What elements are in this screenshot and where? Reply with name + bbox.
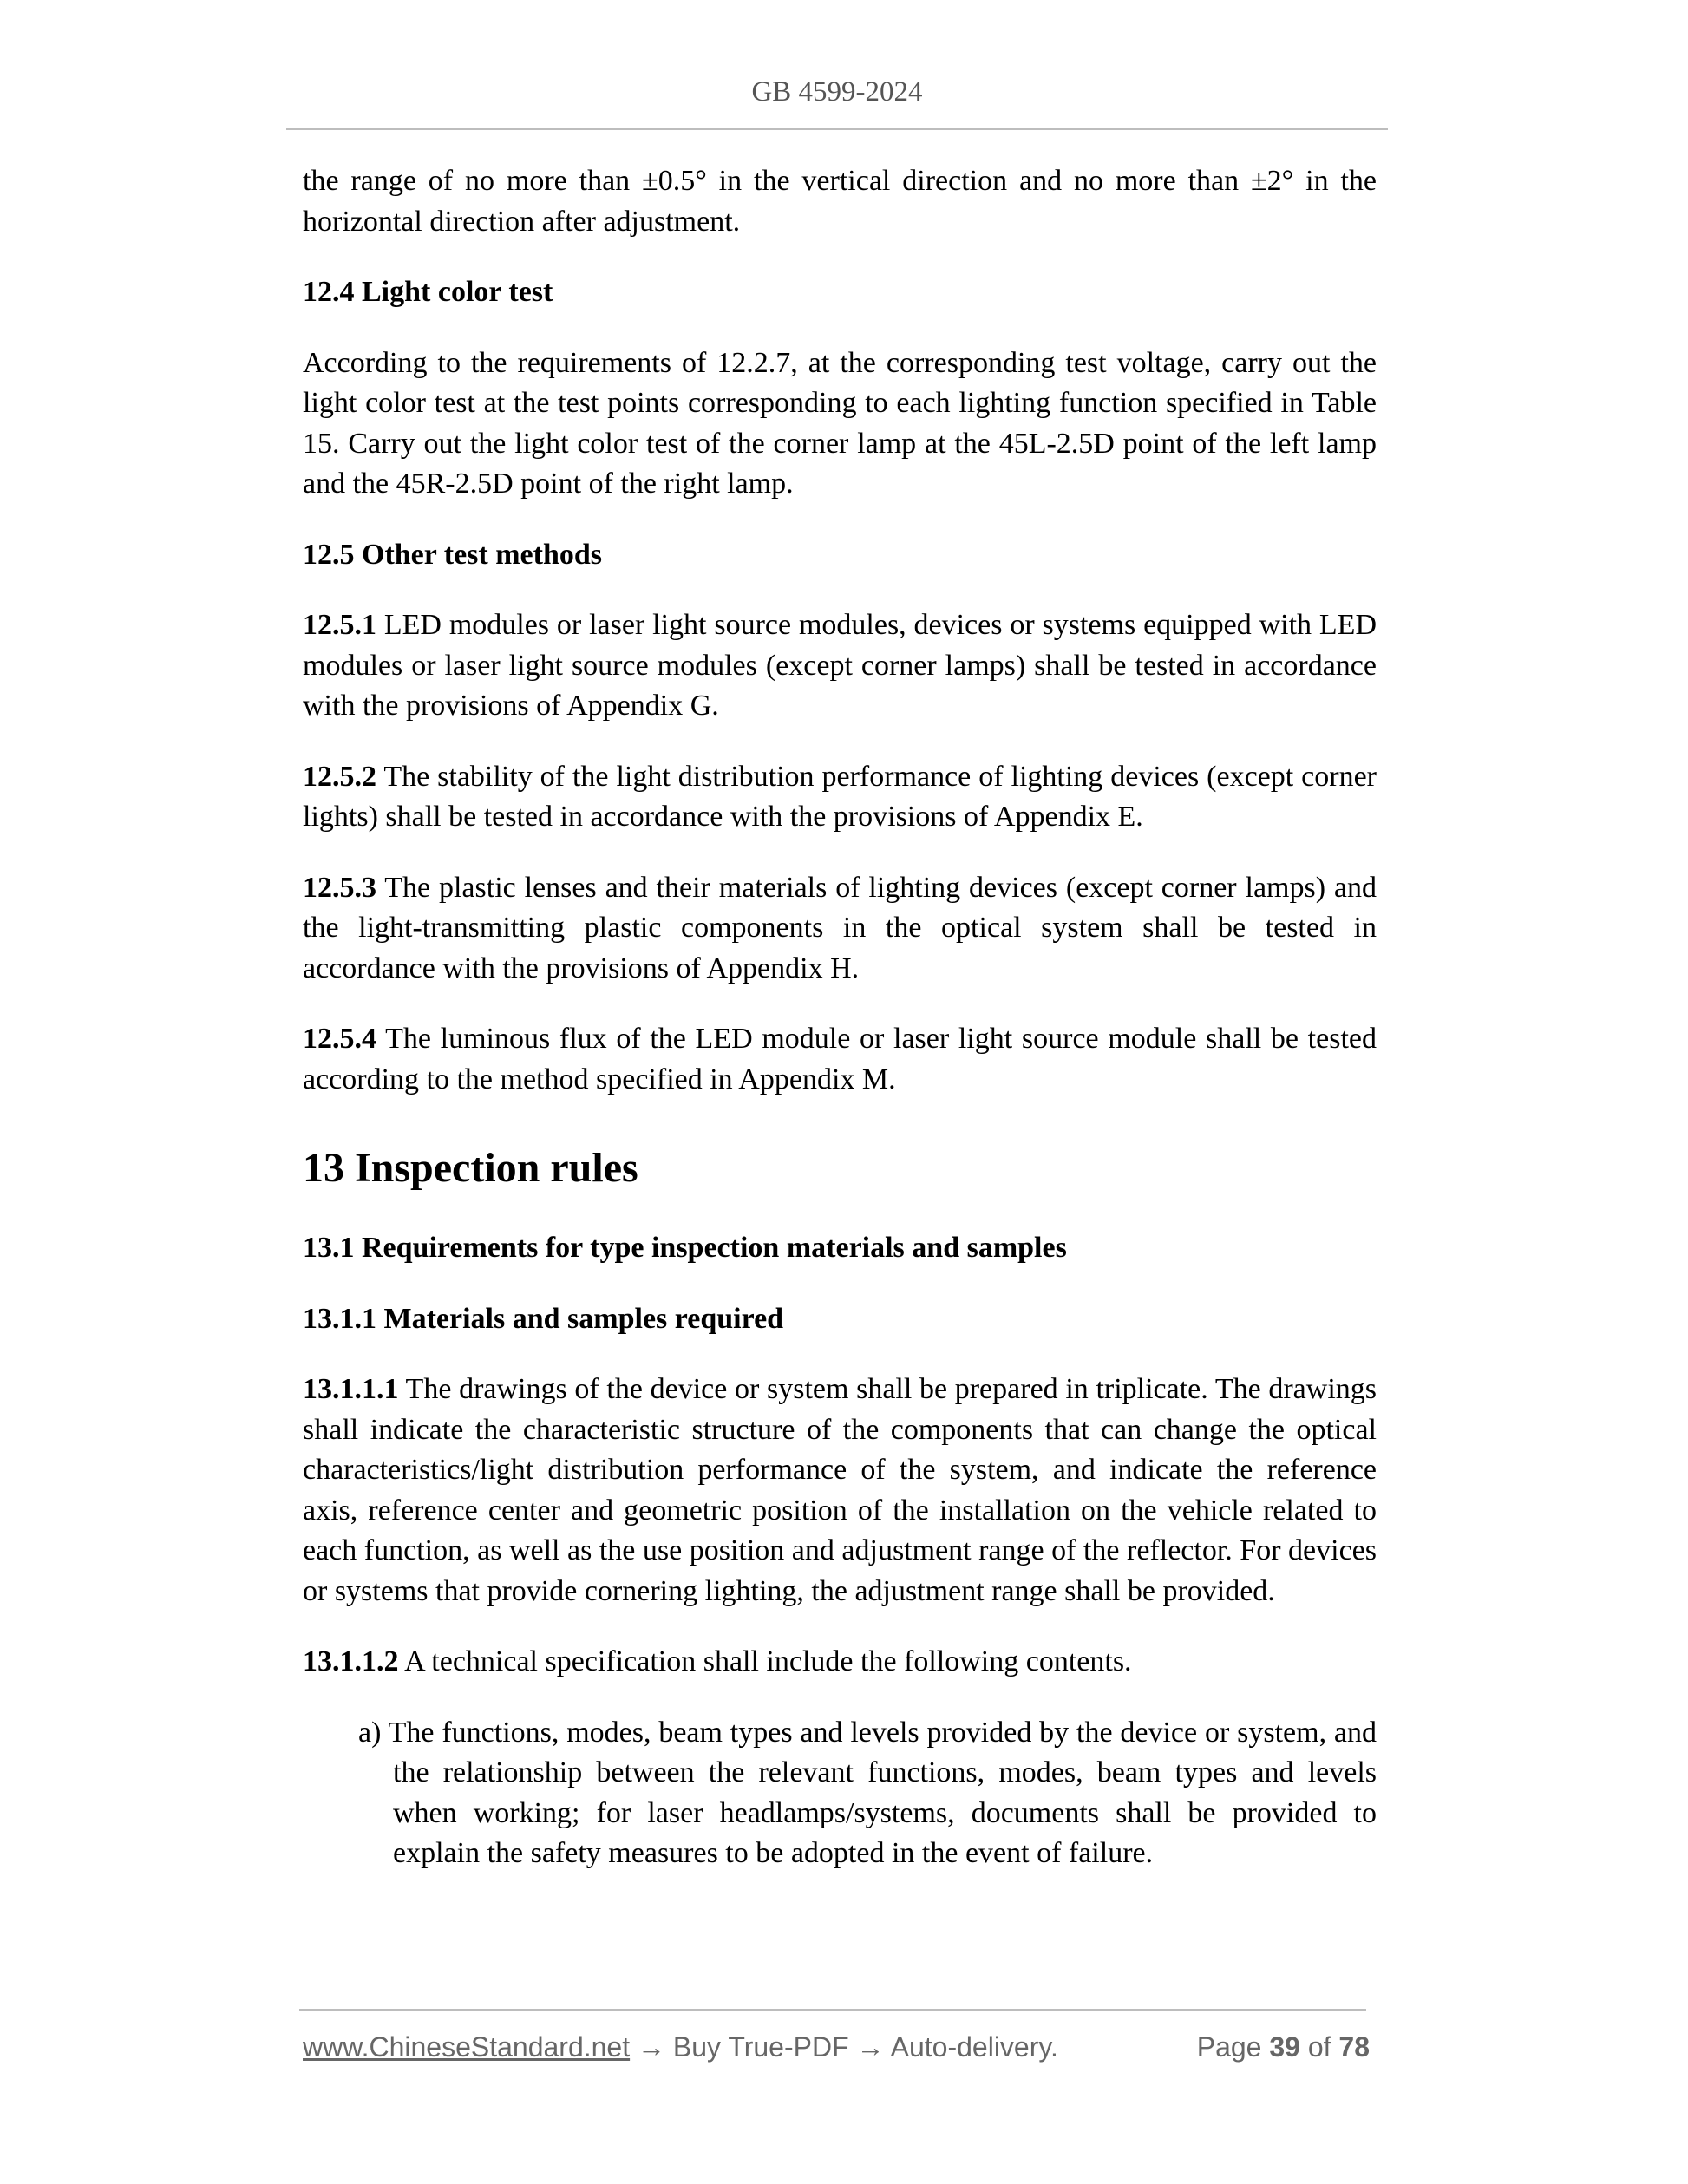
- clause-number: 12.5.3: [303, 871, 376, 904]
- clause-text: The luminous flux of the LED module or laser light source module shall be tested according to the method specified in Appendix M.: [303, 1023, 1377, 1095]
- clause-text: LED modules or laser light source modules, devices or systems equipped with LED modules or laser light source modules (except corner lamps) shall be tested in accordance with the provisions of Appendix G.: [303, 609, 1377, 722]
- page-total: 78: [1338, 2031, 1370, 2063]
- clause-number: 12.5.1: [303, 609, 376, 641]
- clause-number: 13.1.1.1: [303, 1373, 399, 1405]
- clause-text: A technical specification shall include the following contents.: [398, 1645, 1132, 1677]
- site-link[interactable]: www.ChineseStandard.net: [303, 2031, 631, 2063]
- page-label: Page: [1196, 2031, 1262, 2063]
- of-label: of: [1307, 2031, 1331, 2063]
- page-footer: [303, 2028, 1370, 2066]
- heading-12-5: 12.5 Other test methods: [303, 538, 602, 571]
- paragraph-continued: the range of no more than ±0.5° in the vertical direction and no more than ±2° in the horizontal direction after adjustment.: [303, 165, 1377, 238]
- page-header: GB 4599-2024: [751, 76, 923, 108]
- paragraph-12-5-1: [303, 605, 1377, 727]
- page-body: [303, 161, 1377, 1874]
- heading-13-1: 13.1 Requirements for type inspection materials and samples: [303, 1232, 1067, 1264]
- paragraph-13-1-1-2: [303, 1642, 1377, 1683]
- clause-text: The plastic lenses and their materials of lighting devices (except corner lamps) and the light-transmitting plastic components in the optical system shall be tested in accordance with the provisions of Appendix H.: [303, 871, 1377, 984]
- footer-promo-text: → Buy True-PDF → Auto-delivery.: [630, 2031, 1058, 2063]
- footer-divider: [299, 2009, 1366, 2011]
- clause-number: 12.5.2: [303, 760, 376, 793]
- page-number: 39: [1269, 2031, 1300, 2063]
- paragraph-12-5-2: [303, 757, 1377, 838]
- clause-text: The drawings of the device or system shall be prepared in triplicate. The drawings shall indicate the characteristic structure of the components that can change the optical characteristics/light distribution performance of the system, and indicate the reference axis, reference center and geometric position of the installation on the vehicle related to each function, as well as the use position and adjustment range of the reflector. For devices or systems that provide cornering lighting, the adjustment range shall be provided.: [303, 1373, 1377, 1607]
- heading-13: 13 Inspection rules: [303, 1145, 638, 1191]
- paragraph-12-5-3: [303, 868, 1377, 990]
- clause-number: 13.1.1.2: [303, 1645, 399, 1677]
- heading-13-1-1: 13.1.1 Materials and samples required: [303, 1302, 784, 1335]
- paragraph-13-1-1-1: [303, 1370, 1377, 1612]
- paragraph-12-4: According to the requirements of 12.2.7, at the corresponding test voltage, carry out the light color test at the test points corresponding to each lighting function specified in Table 15. Carry out the light color test of the corner lamp at the 45L-2.5D point of the left lamp and the 45R-2.5D point of the right lamp.: [303, 346, 1377, 500]
- clause-number: 12.5.4: [303, 1023, 376, 1055]
- heading-12-4: 12.4 Light color test: [303, 276, 553, 308]
- list-item-a: a) The functions, modes, beam types and levels provided by the device or system, and the relationship between the relevant functions, modes, beam types and levels when working; for laser headlamps/systems, documents shall be provided to explain the safety measures to be adopted in the event of failure.: [358, 1716, 1377, 1869]
- header-divider: [286, 128, 1388, 130]
- clause-text: The stability of the light distribution performance of lighting devices (except corner lights) shall be tested in accordance with the provisions of Appendix E.: [303, 760, 1377, 833]
- page-indicator: [1197, 2028, 1370, 2066]
- paragraph-12-5-4: [303, 1019, 1377, 1100]
